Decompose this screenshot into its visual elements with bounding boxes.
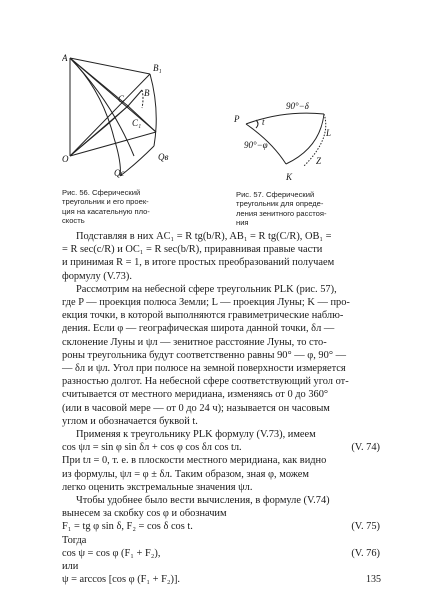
equation-number: (V. 74) — [351, 442, 380, 454]
fig56-label-C1: C₁ — [132, 118, 142, 128]
fig57-label-top: 90°−δ — [286, 101, 309, 111]
text-line: При tл = 0, т. е. в плоскости местного меридиана, как видно — [62, 455, 327, 467]
text-line: (или в часовой мере — от 0 до 24 ч); называется он часовым — [62, 402, 330, 414]
text-line: из формулы, ψл = φ ± δл. Таким образом, зная φ, можем — [62, 468, 309, 480]
fig57-label-Z: Z — [316, 156, 322, 166]
text-line: = R sec(c/R) и OC₁ = R sec(b/R), приравнивая правые части — [62, 244, 323, 256]
text-line: Рассмотрим на небесной сфере треугольник PLK (рис. 57), — [76, 283, 337, 295]
caption-line: ния — [236, 218, 249, 228]
caption-line: скость — [62, 216, 85, 226]
caption-line: Рис. 56. Сферический — [62, 188, 141, 197]
text-line: Подставляя в них AC₁ = R tg(b/R), AB₁ = R tg(C/R), OB₁ = — [76, 231, 332, 242]
caption-line: треугольник для опреде- — [236, 199, 324, 209]
page-number: 135 — [366, 574, 381, 585]
text-line: Чтобы удобнее было вести вычисления, в формуле (V.74) — [76, 495, 330, 507]
caption-line: ления зенитного расстоя- — [236, 208, 327, 218]
equation-expression: cos ψл = sin φ sin δл + cos φ cos δл cos tл. — [62, 442, 242, 454]
word-then: Тогда — [62, 534, 87, 546]
paragraph-1 — [62, 230, 380, 283]
fig57-label-left: 90°−φ — [244, 140, 268, 150]
equation-v74 — [62, 441, 380, 454]
fig56-label-B: B — [144, 88, 150, 98]
figure-56-caption — [62, 188, 180, 226]
figure-56-diagram — [62, 52, 180, 180]
text-line: легко оценить экстремальные значения ψл. — [62, 481, 253, 493]
fig56-label-A: A — [62, 53, 68, 63]
figure-57-caption — [236, 190, 354, 228]
fig56-label-C: C — [118, 94, 125, 104]
fig56-label-O: O — [62, 154, 69, 164]
text-line: роны треугольника будут соответственно равны 90° — φ, 90° — — [62, 349, 346, 361]
text-line: екция точки, в которой выполняются гравиметрические наблю- — [62, 310, 344, 322]
equation-expression: cos ψ = cos φ (F₁ + F₂), — [62, 547, 161, 559]
equation-v76 — [62, 547, 380, 560]
caption-line: ция на касательную пло- — [62, 206, 150, 216]
text-line: формулу (V.73). — [62, 270, 132, 282]
text-line: Применяя к треугольнику PLK формулу (V.73), имеем — [76, 429, 316, 441]
figure-57-diagram — [232, 96, 364, 186]
paragraph-4 — [62, 454, 380, 494]
equation-expression: F₁ = tg φ sin δ, F₂ = cos δ cos t. — [62, 521, 193, 533]
text-line: считывается от местного меридиана, изменяясь от 0 до 360° — [62, 389, 329, 401]
text-line: разностью долгот. На небесной сфере соответствующий угол от- — [62, 376, 349, 388]
text-line: склонение Луны и ψл — зенитное расстояние Луны, то сто- — [62, 336, 327, 348]
fig57-label-P: P — [234, 114, 240, 124]
fig56-label-QC: Qс — [114, 168, 125, 178]
paragraph-2 — [62, 283, 380, 428]
fig56-label-B1: B₁ — [153, 63, 162, 73]
paragraph-5 — [62, 494, 380, 520]
fig56-label-QB: Qв — [158, 152, 169, 162]
equation-number: (V. 75) — [351, 521, 380, 533]
caption-line: Рис. 57. Сферический — [236, 190, 315, 199]
fig57-label-K: K — [286, 172, 293, 182]
equation-v75 — [62, 520, 380, 533]
text-line: — δл и ψл. Угол при полюсе на земной поверхности измеряется — [62, 363, 346, 375]
fig57-label-L: L — [326, 128, 332, 138]
text-line: углом и обозначается буквой t. — [62, 415, 198, 427]
equation-expression: ψ = arccos [cos φ (F₁ + F₂)]. — [62, 574, 181, 586]
word-or: или — [62, 561, 79, 573]
text-line: где P — проекция полюса Земли; L — проекция Луны; K — про- — [62, 297, 350, 309]
paragraph-3 — [62, 428, 380, 441]
equation-number: (V. 76) — [351, 547, 380, 559]
text-line: дения. Если φ — географическая широта данной точки, δл — — [62, 323, 335, 335]
equation-arccos — [62, 573, 380, 586]
fig57-label-t: t — [262, 117, 265, 127]
text-line: и принимая R = 1, в итоге простых преобразований получаем — [62, 257, 335, 269]
caption-line: треугольник и его проек- — [62, 197, 149, 207]
text-line: вынесем за скобку cos φ и обозначим — [62, 508, 227, 520]
body-text — [62, 230, 380, 586]
